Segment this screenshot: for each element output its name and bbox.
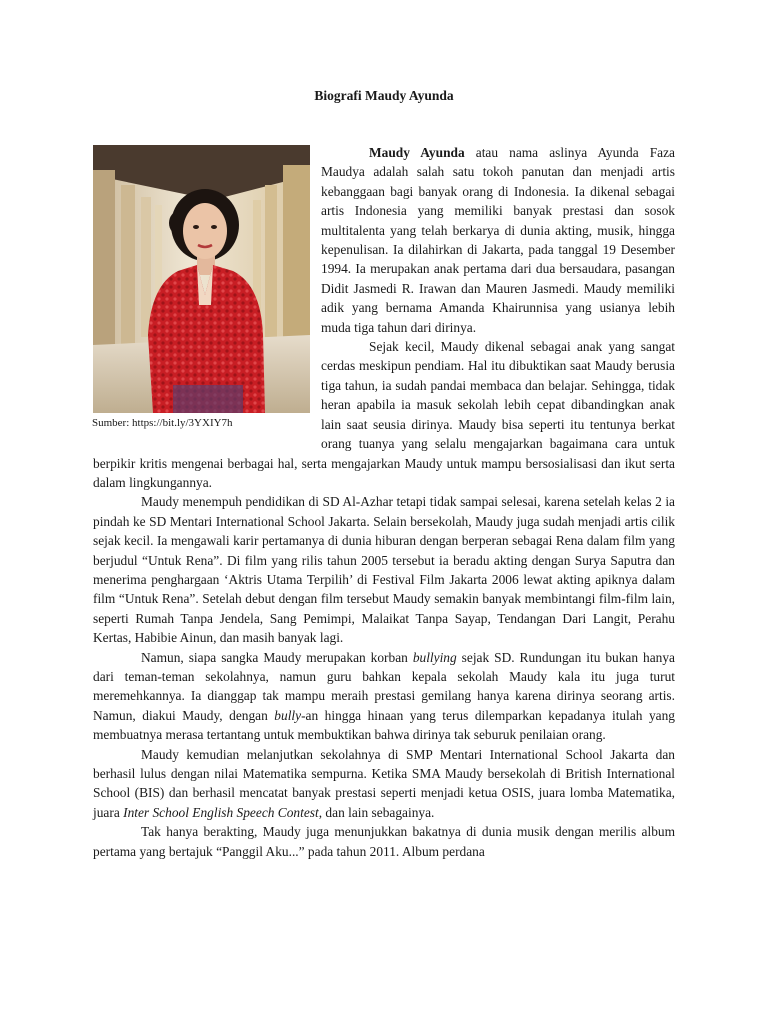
paragraph-4-italic-2: bully <box>274 707 302 723</box>
image-float-area <box>93 143 321 436</box>
body-text <box>93 143 675 861</box>
document-title: Biografi Maudy Ayunda <box>314 88 454 103</box>
paragraph-4-part-2: sejak SD. Rundungan itu bukan hanya dari teman-teman sekolahnya, namun guru bahkan kepala sekolah Maudy kala itu juga turut meremehkannya. Ia dianggap tak mampu meraih prestasi gemilang hanya karena dirinya seorang artis. Namun, diakui Maudy, dengan <box>93 649 675 723</box>
paragraph-5 <box>93 745 675 823</box>
paragraph-4 <box>93 648 675 745</box>
paragraph-5-part-2: , dan lain sebagainya. <box>318 804 435 820</box>
paragraph-5-italic: Inter School English Speech Contest <box>123 804 319 820</box>
paragraph-6: Tak hanya berakting, Maudy juga menunjukkan bakatnya di dunia musik dengan merilis album pertama yang bertajuk “Panggil Aku...” pada tahun 2011. Album perdana <box>93 824 675 859</box>
image-caption: Sumber: https://bit.ly/3YXIY7h <box>92 417 233 429</box>
paragraph-2: Sejak kecil, Maudy dikenal sebagai anak yang sangat cerdas meskipun pendiam. Hal itu dibuktikan saat Maudy berusia tiga tahun, ia sudah pandai membaca dan belajar. Sehingga, tidak heran apabila ia masuk sekolah lebih cepat dibandingkan anak lain saat seusia dirinya. Maudy bisa seperti itu tentunya berkat orang tuanya yang selalu mengajarkan bagaimana cara untuk berpikir kritis mengenai berbagai hal, serta mengajarkan Maudy untuk mampu bersosialisasi dan ikut serta dalam lingkungannya. <box>93 339 675 490</box>
paragraph-4-italic-1: bullying <box>412 649 457 665</box>
subject-name: Maudy Ayunda <box>369 145 465 160</box>
paragraph-5-part-1: Maudy kemudian melanjutkan sekolahnya di SMP Mentari International School Jakarta dan berhasil lulus dengan nilai Matematika sempurna. Ketika SMA Maudy bersekolah di British International School (BIS) dan berhasil mencatat banyak prestasi seperti menjadi ketua OSIS, juara lomba Matematika, juara <box>93 746 675 820</box>
paragraph-1-text: atau nama aslinya Ayunda Faza Maudya adalah salah satu tokoh panutan dan menjadi artis kebanggaan bagi banyak orang di Indonesia. Ia dikenal sebagai artis Indonesia yang memiliki banyak prestasi dan sosok multitalenta yang telah berkarya di dunia akting, musik, hingga kepenulisan. Ia dilahirkan di Jakarta, pada tanggal 19 Desember 1994. Ia merupakan anak pertama dari dua bersaudara, pasangan Didit Jasmedi R. Irawan dan Mauren Jasmedi. Maudy memiliki adik yang bernama Amanda Khairunnisa yang usianya lebih muda tiga tahun dari dirinya. <box>321 145 675 335</box>
paragraph-4-part-1: Namun, siapa sangka Maudy merupakan korban <box>141 649 413 665</box>
paragraph-3: Maudy menempuh pendidikan di SD Al-Azhar tetapi tidak sampai selesai, karena setelah kelas 2 ia pindah ke SD Mentari International School Jakarta. Selain bersekolah, Maudy juga sudah menjadi artis cilik sejak kecil. Ia mengawali karir pertamanya di dunia hiburan dengan berperan sebagai Rena dalam film yang berjudul “Untuk Rena”. Di film yang rilis tahun 2005 tersebut ia beradu akting dengan Surya Saputra dan menerima penghargaan ‘Aktris Utama Terpilih’ di Festival Film Jakarta 2006 lewat akting apiknya dalam film “Untuk Rena”. Setelah debut dengan film tersebut Maudy semakin banyak membintangi film-film lain, seperti Rumah Tanpa Jendela, Sang Pemimpi, Malaikat Tanpa Sayap, Tendangan Dari Langit, Perahu Kertas, Habibie Ainun, dan masih banyak lagi. <box>93 494 675 646</box>
paragraph-4-part-3: -an hingga hinaan yang terus dilemparkan kepadanya itulah yang membuatnya merasa tertantang untuk membuktikan bahwa dirinya tak seburuk penilaian orang. <box>93 707 676 743</box>
